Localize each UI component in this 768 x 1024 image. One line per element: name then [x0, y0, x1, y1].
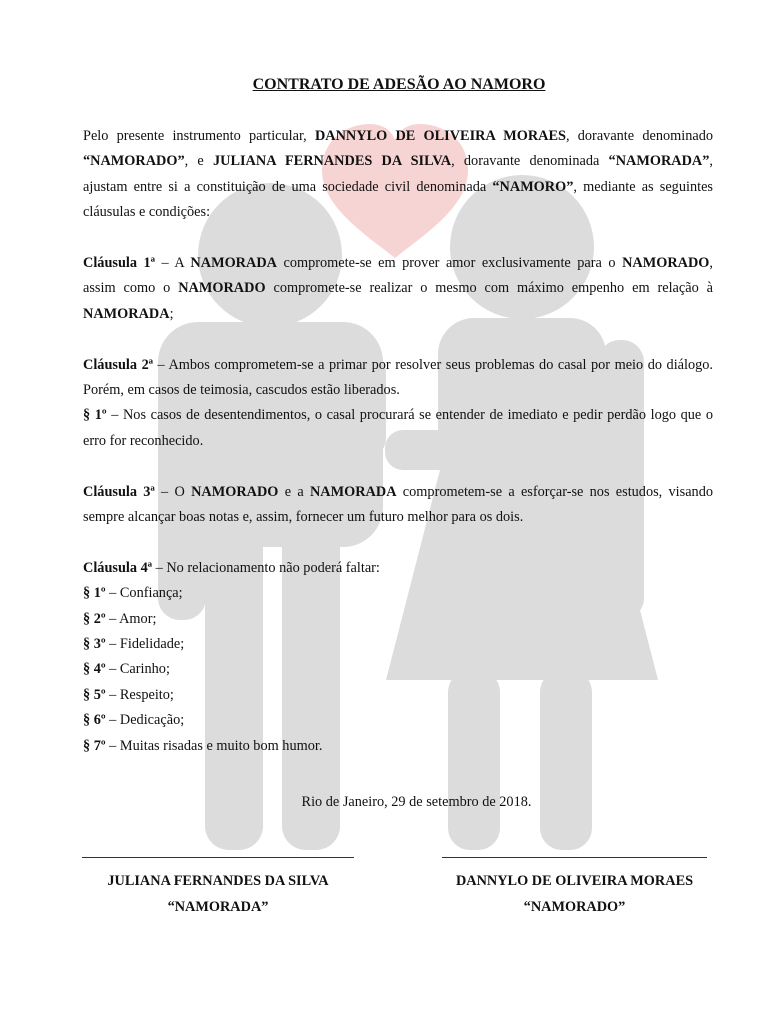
intro-paragraph: [83, 124, 713, 226]
signature-block-left: [82, 857, 354, 920]
signature-role: “NAMORADA”: [167, 899, 269, 915]
signature-name: JULIANA FERNANDES DA SILVA: [107, 873, 329, 889]
signature-name: DANNYLO DE OLIVEIRA MORAES: [455, 873, 694, 889]
clause-4-item-text: – Confiança;: [105, 585, 183, 602]
clause-2-text: – Ambos comprometem-se a primar por resolver seus problemas do casal por meio do diálogo. Porém, em casos de teimosia, cascudos estão liberados.: [83, 356, 714, 399]
clause-1-text-2: compromete-se em prover amor exclusivamente para o: [277, 255, 623, 272]
clause-4-item-label: § 3º: [83, 636, 106, 653]
signature-line: [442, 857, 707, 858]
clause-4-item-text: – Carinho;: [105, 661, 170, 678]
clause-4-item-label: § 5º: [83, 686, 106, 703]
intro-text-3: , e: [184, 153, 213, 170]
clause-4-label: Cláusula 4ª: [83, 559, 153, 576]
clause-4-item-label: § 1º: [83, 585, 106, 602]
clause-3-text-1: – O: [154, 483, 192, 500]
clause-4-item: [83, 683, 713, 708]
clause-1-bold-1: NAMORADA: [190, 255, 277, 272]
clause-4-item-label: § 2º: [83, 610, 106, 627]
clause-1-bold-2: NAMORADO: [622, 255, 710, 272]
signature-block-right: [442, 857, 707, 920]
clause-2: [83, 353, 713, 404]
signature-role: “NAMORADO”: [523, 899, 626, 915]
clause-4-item-text: – Dedicação;: [105, 712, 185, 729]
clause-1-label: Cláusula 1ª: [83, 255, 155, 272]
clause-4-item-text: – Muitas risadas e muito bom humor.: [105, 737, 323, 754]
role-him: “NAMORADO”: [83, 153, 185, 170]
intro-text-5: , ajustam entre si a constituição de uma sociedade civil denominada: [83, 153, 713, 195]
clause-4-item: [83, 607, 713, 632]
clause-2-sub-label: § 1º: [83, 407, 107, 424]
clause-4-item-label: § 4º: [83, 661, 106, 678]
intro-text-1: Pelo presente instrumento particular,: [83, 128, 315, 144]
clause-4-item: [83, 708, 713, 733]
clause-1-bold-4: NAMORADA: [83, 305, 170, 322]
clause-1-text-5: ;: [169, 305, 174, 322]
clause-1-text-3: , assim como o: [83, 255, 713, 297]
clause-1-text-1: – A: [154, 255, 191, 272]
clause-4-item-label: § 6º: [83, 712, 106, 729]
name-her: JULIANA FERNANDES DA SILVA: [212, 153, 452, 170]
clause-3: [83, 480, 713, 531]
clause-3-bold-1: NAMORADO: [191, 483, 279, 500]
clause-1-bold-3: NAMORADO: [178, 280, 266, 297]
clause-2-label: Cláusula 2ª: [83, 356, 154, 373]
clause-2-paragraph-1: [83, 403, 713, 454]
clause-3-label: Cláusula 3ª: [83, 483, 155, 500]
intro-text-4: , doravante denominada: [451, 153, 609, 170]
clause-4: [83, 556, 713, 581]
clause-3-text-3: comprometem-se a esforçar-se nos estudos, visando sempre alcançar boas notas e, assim, fornecer um futuro melhor para os dois.: [83, 483, 713, 526]
clause-4-item: [83, 657, 713, 682]
clause-4-item: [83, 734, 713, 759]
clause-3-text-2: e a: [278, 483, 310, 500]
role-her: “NAMORADA”: [608, 153, 710, 170]
intro-text-6: , mediante as seguintes cláusulas e condições:: [83, 178, 713, 221]
clause-4-item-text: – Amor;: [105, 610, 157, 627]
signature-line: [82, 857, 354, 858]
clause-4-item: [83, 581, 713, 606]
society-name: “NAMORO”: [492, 178, 574, 195]
clause-4-item-text: – Respeito;: [105, 686, 174, 703]
clause-3-bold-2: NAMORADA: [309, 483, 397, 500]
intro-text-2: , doravante denominado: [565, 128, 714, 144]
clause-1: [83, 251, 713, 327]
contract-title: CONTRATO DE ADESÃO AO NAMORO: [252, 76, 546, 93]
clause-1-text-4: compromete-se realizar o mesmo com máximo empenho em relação à: [265, 280, 713, 297]
clause-2-sub-text: – Nos casos de desentendimentos, o casal procurará se entender de imediato e pedir perdão logo que o erro for reconhecido.: [83, 407, 714, 449]
name-him: DANNYLO DE OLIVEIRA MORAES: [314, 128, 566, 144]
clause-4-item-text: – Fidelidade;: [105, 636, 185, 653]
clause-4-item-label: § 7º: [83, 737, 106, 754]
clause-4-item: [83, 632, 713, 657]
clause-4-text: – No relacionamento não poderá faltar:: [152, 559, 380, 576]
contract-body: [83, 124, 713, 816]
date-line: Rio de Janeiro, 29 de setembro de 2018.: [301, 794, 532, 811]
